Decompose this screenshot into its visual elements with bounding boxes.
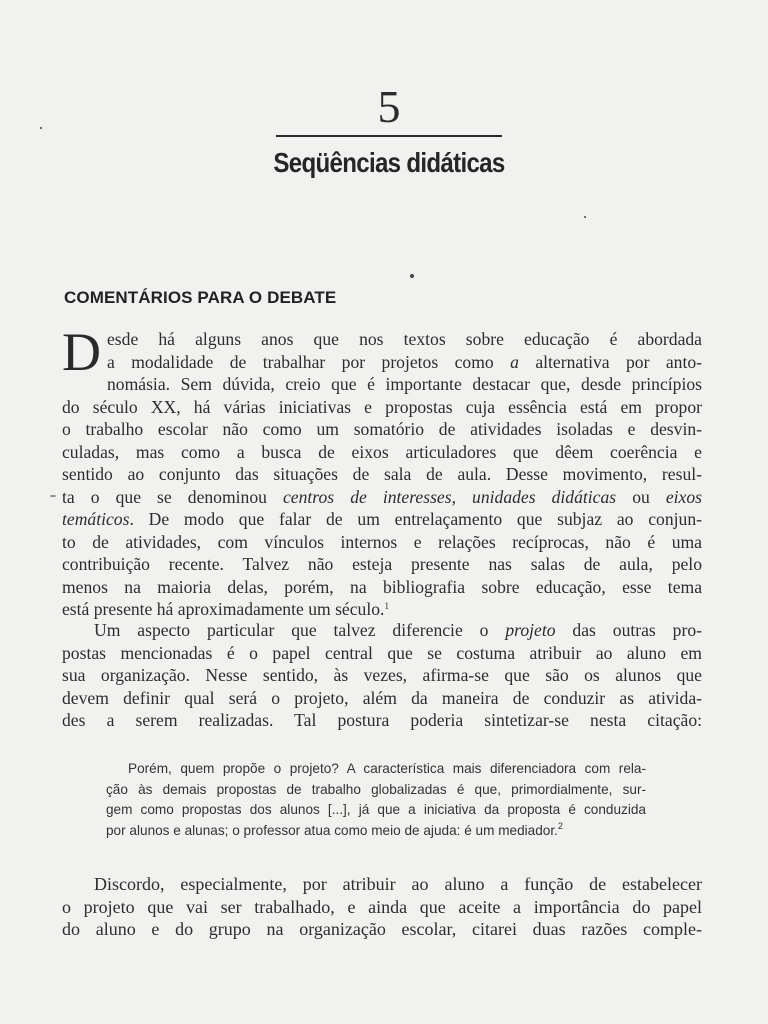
text-line: sentido ao conjunto das situações de sala de aula. Desse movimento, resul- [62, 464, 702, 484]
text-line: temáticos. De modo que falar de um entrelaçamento que subjaz ao conjun- [62, 509, 702, 529]
chapter-divider [276, 135, 502, 137]
quote-line: gem como propostas dos alunos [...], já que a iniciativa da proposta é conduzida [106, 802, 646, 817]
print-speck [40, 127, 42, 129]
print-speck [50, 495, 56, 497]
paragraph-3 [62, 873, 702, 941]
drop-cap: D [62, 322, 101, 382]
text-line: esde há alguns anos que nos textos sobre educação é abordada [107, 329, 702, 349]
footnote-ref: 2 [557, 820, 563, 831]
paragraph-2 [62, 619, 702, 732]
text-line: menos na maioria delas, porém, na bibliografia sobre educação, esse tema [62, 576, 702, 597]
print-speck [584, 216, 586, 218]
text-line: o projeto que vai ser trabalhado, e ainda que aceite a importância do papel [62, 896, 702, 917]
footnote-ref: 1 [384, 601, 389, 611]
text-line: o trabalho escolar não como um somatório de atividades isoladas e desvin- [62, 419, 702, 439]
quote-line: Porém, quem propõe o projeto? A característica mais diferenciadora com rela- [128, 761, 646, 776]
text-line: Um aspecto particular que talvez diferencie o projeto das outras pro- [94, 620, 702, 640]
text-line: a modalidade de trabalhar por projetos como a alternativa por anto- [107, 351, 703, 372]
text-line: Discordo, especialmente, por atribuir ao aluno a função de estabelecer [94, 874, 702, 894]
text-line: des a serem realizadas. Tal postura poderia sintetizar-se nesta citação: [62, 710, 702, 730]
print-speck [410, 274, 414, 278]
text-line: nomásia. Sem dúvida, creio que é importante destacar que, desde princípios [107, 374, 702, 394]
chapter-number: 5 [377, 81, 401, 132]
section-heading: COMENTÁRIOS PARA O DEBATE [64, 288, 337, 307]
text-line: contribuição recente. Talvez não esteja presente nas salas de aula, pelo [62, 554, 702, 574]
text-line: to de atividades, com vínculos internos e relações recíprocas, não é uma [62, 531, 702, 552]
text-line: do século XX, há várias iniciativas e propostas cuja essência está em propor [62, 396, 702, 417]
text-line: do aluno e do grupo na organização escolar, citarei duas razões comple- [62, 919, 702, 939]
text-line: sua organização. Nesse sentido, às vezes, afirma-se que são os alunos que [62, 665, 702, 685]
quote-line: ção às demais propostas de trabalho globalizadas é que, primordialmente, sur- [106, 781, 646, 797]
paragraph-1 [62, 322, 703, 621]
text-line: está presente há aproximadamente um século.$^1$ [62, 599, 389, 619]
text-line: postas mencionadas é o papel central que se costuma atribuir ao aluno em [62, 642, 702, 663]
text-line: culadas, mas como a busca de eixos articuladores que dêem coerência e [62, 441, 702, 462]
text-line: devem definir qual será o projeto, além da maneira de conduzir as ativida- [62, 687, 702, 708]
text-line: ta o que se denominou centros de interesses, unidades didáticas ou eixos [62, 486, 702, 507]
quote-line: por alunos e alunas; o professor atua como meio de ajuda: é um mediador.$^2$ [106, 820, 563, 838]
chapter-title: Seqüências didáticas [273, 147, 505, 178]
block-quote [106, 759, 646, 841]
